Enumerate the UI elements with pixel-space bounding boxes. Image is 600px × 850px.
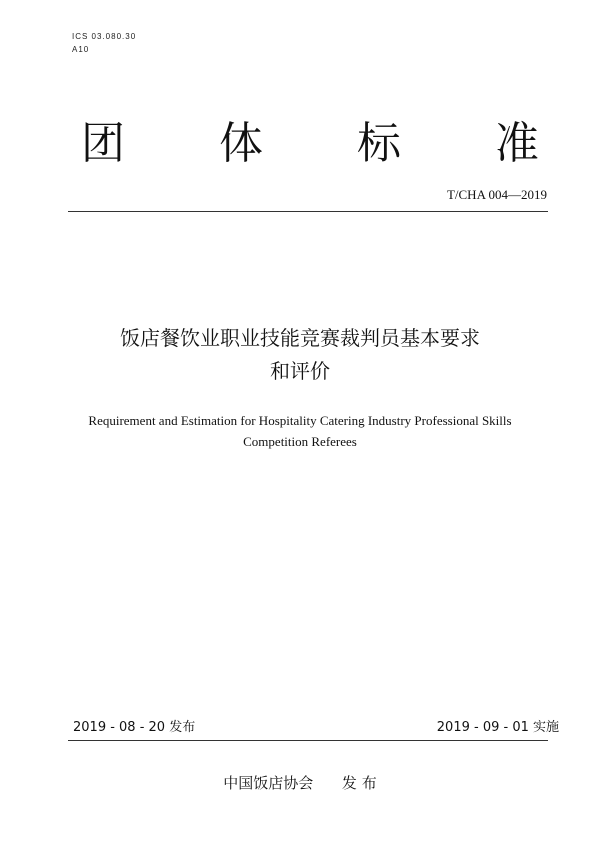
english-title-line: Competition Referees	[243, 434, 357, 449]
english-title-line: Requirement and Estimation for Hospitality Catering Industry Professional Skills	[88, 413, 512, 428]
issue-date: 2019 - 08 - 20 发布	[73, 720, 196, 735]
standard-type-char: 团	[81, 118, 125, 169]
english-title	[0, 410, 600, 452]
standard-type-heading	[75, 116, 545, 172]
publisher-line	[0, 772, 600, 793]
standard-type-char: 标	[357, 118, 401, 169]
bottom-divider	[68, 740, 548, 741]
implementation-date: 2019 - 09 - 01 实施	[436, 720, 559, 735]
standard-type-char: 体	[219, 118, 263, 169]
publisher-organization: 中国饭店协会	[223, 774, 314, 792]
classification-codes	[72, 30, 136, 56]
chinese-title-line: 和评价	[270, 359, 330, 383]
ccs-code: A10	[72, 45, 90, 54]
chinese-title-line: 饭店餐饮业职业技能竞赛裁判员基本要求	[120, 326, 480, 350]
standard-type-char: 准	[495, 118, 539, 169]
chinese-title	[0, 322, 600, 388]
publisher-action: 发 布	[341, 774, 377, 792]
top-divider	[68, 211, 548, 212]
ics-code: ICS 03.080.30	[72, 32, 137, 41]
standard-number: T/CHA 004—2019	[446, 187, 547, 202]
